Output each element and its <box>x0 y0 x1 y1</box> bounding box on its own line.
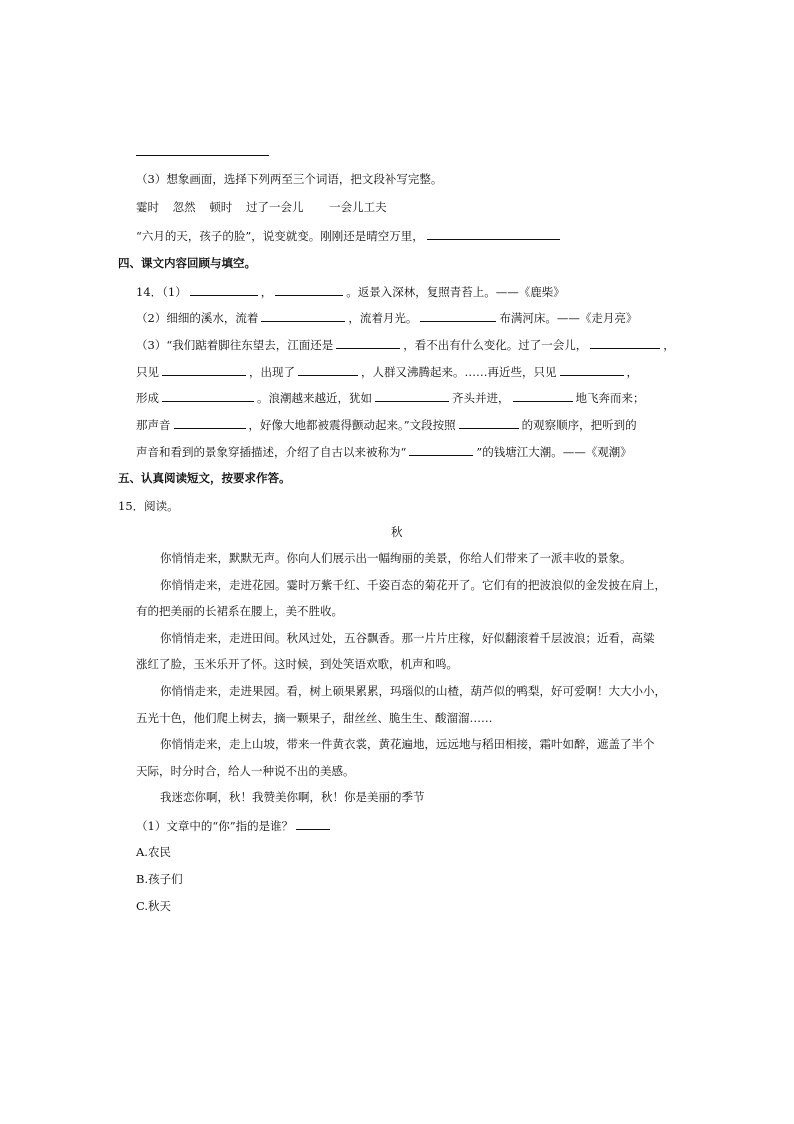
passage-para-2a: 你悄悄走来，走进花园。霎时万紫千红、千姿百态的菊花开了。它们有的把波浪似的金发披在肩上， <box>160 578 666 592</box>
fill-blank[interactable] <box>162 364 246 376</box>
q14-3-line3: 形成 。浪潮越来越近，犹如 齐头并进， 地飞奔而来； <box>136 391 645 405</box>
fill-blank[interactable] <box>174 417 246 429</box>
passage-para-5b: 天际，时分时合，给人一种说不出的美感。 <box>136 764 355 778</box>
fill-blank[interactable] <box>513 390 573 402</box>
word-option: 一会儿工夫 <box>329 200 387 214</box>
answer-line-top <box>136 155 269 156</box>
fill-blank[interactable] <box>336 337 400 349</box>
word-option: 霎时 <box>136 200 159 214</box>
passage-title: 秋 <box>391 525 403 539</box>
passage-para-4a: 你悄悄走来，走进果园。看，树上硕果累累，玛瑙似的山楂，葫芦似的鸭梨，好可爱啊！大大小小， <box>160 684 666 698</box>
passage-para-4b: 五光十色，他们爬上树去，摘一颗果子，甜丝丝、脆生生、酸溜溜…… <box>136 711 493 725</box>
fill-blank[interactable] <box>298 364 358 376</box>
fill-blank[interactable] <box>261 310 345 322</box>
answer-blank[interactable] <box>296 818 330 830</box>
section-five-title: 五、认真阅读短文，按要求作答。 <box>118 471 291 485</box>
passage-para-3b: 涨红了脸，玉米乐开了怀。这时候，到处笑语欢歌，机声和鸣。 <box>136 657 458 671</box>
word-option: 过了一会儿 <box>245 200 304 214</box>
passage-para-6: 我迷恋你啊，秋！我赞美你啊，秋！你是美丽的季节 <box>160 790 425 804</box>
q15-label: 15．阅读。 <box>118 499 179 513</box>
fill-blank[interactable] <box>409 444 473 456</box>
option-b[interactable]: B.孩子们 <box>136 872 183 886</box>
word-option: 忽然 <box>172 200 196 214</box>
fill-blank[interactable] <box>590 337 660 349</box>
fill-blank[interactable] <box>560 364 624 376</box>
q14-3-line1: （3）“我们踮着脚往东望去，江面还是 ，看不出有什么变化。过了一会儿， ， <box>136 338 675 352</box>
section-four-title: 四、课文内容回顾与填空。 <box>118 256 256 270</box>
fill-blank[interactable] <box>420 310 496 322</box>
q14-3-line4: 那声音 ，好像大地都被震得颤动起来。”文段按照 的观察顺序，把听到的 <box>136 418 637 432</box>
fill-blank[interactable] <box>190 284 258 296</box>
fill-blank[interactable] <box>162 390 254 402</box>
fill-blank[interactable] <box>427 228 560 240</box>
q14-2: （2）细细的溪水，流着 ，流着月光。 布满河床。——《走月亮》 <box>136 311 638 325</box>
q3-sentence: “六月的天，孩子的脸”，说变就变。刚刚还是晴空万里， <box>136 228 563 243</box>
sub-question-1: （1）文章中的“你”指的是谁？ <box>136 818 333 833</box>
q3-prompt: （3）想象画面，选择下列两至三个词语，把文段补写完整。 <box>136 172 443 186</box>
fill-blank[interactable] <box>459 417 519 429</box>
option-c[interactable]: C.秋天 <box>136 899 172 913</box>
passage-para-2b: 有的把美丽的长裙系在腰上，美不胜收。 <box>136 604 343 618</box>
word-option: 顿时 <box>209 200 233 214</box>
q14-3-line2: 只见 ，出现了 ，人群又沸腾起来。……再近些，只见 ， <box>136 365 638 379</box>
passage-para-3a: 你悄悄走来，走进田间。秋风过处，五谷飘香。那一片片庄稼，好似翻滚着千层波浪；近看，高粱 <box>160 631 655 645</box>
q3-word-list <box>136 200 387 214</box>
q14-1: 14．（1） ， 。返景入深林，复照青苔上。——《鹿柴》 <box>136 285 565 299</box>
fill-blank[interactable] <box>375 390 449 402</box>
option-a[interactable]: A.农民 <box>136 845 171 859</box>
passage-para-5a: 你悄悄走来，走上山坡，带来一件黄衣裳，黄花遍地，远远地与稻田相接，霜叶如醉，遮盖了半个 <box>160 737 655 751</box>
fill-blank[interactable] <box>275 284 343 296</box>
q14-3-line5: 声音和看到的景象穿插描述，介绍了自古以来被称为“ ”的钱塘江大潮。——《观潮》 <box>136 445 632 459</box>
passage-para-1: 你悄悄走来，默默无声。你向人们展示出一幅绚丽的美景，你给人们带来了一派丰收的景象。 <box>160 551 632 565</box>
